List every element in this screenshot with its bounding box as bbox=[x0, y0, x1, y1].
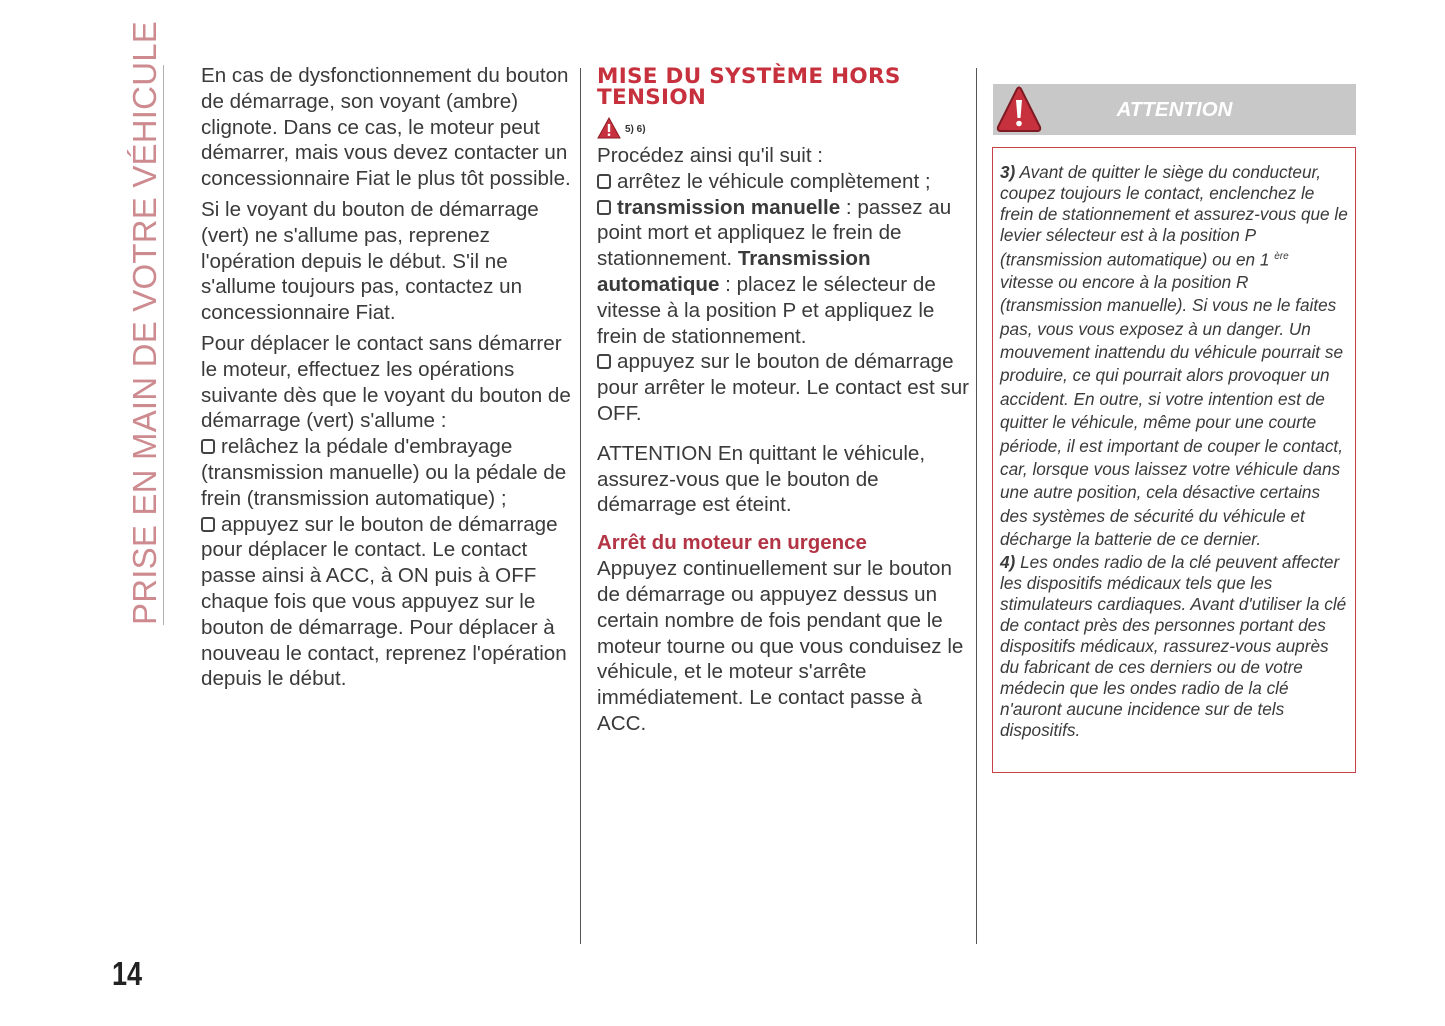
column-2 bbox=[597, 66, 969, 737]
list-item: appuyez sur le bouton de démarrage pour déplacer le contact. Le contact passe ainsi à ACC, à ON puis à OFF chaque fois que vous appuyez sur le bouton de démarrage. Pour déplacer à nouveau le contact, reprenez l'opération depuis le début. bbox=[201, 512, 567, 691]
list-item: transmission manuelle : passez au point mort et appliquez le frein de stationnement. Transmission automatique : placez le sélecteur de vitesse à la position P et appliquez le frein de stationnement. bbox=[597, 195, 952, 348]
list-item: relâchez la pédale d'embrayage (transmission manuelle) ou la pédale de frein (transmission automatique) ; bbox=[201, 435, 567, 510]
checkbox-bullet-icon bbox=[201, 517, 215, 532]
attention-note: ATTENTION En quittant le véhicule, assurez-vous que le bouton de démarrage est éteint. bbox=[597, 441, 926, 517]
checkbox-bullet-icon bbox=[597, 200, 611, 215]
attention-header bbox=[993, 84, 1356, 135]
checkbox-bullet-icon bbox=[597, 174, 611, 189]
column-divider-1 bbox=[580, 68, 581, 944]
page-number: 14 bbox=[112, 955, 143, 992]
warning-reference bbox=[597, 116, 969, 140]
paragraph-malfunction: En cas de dysfonctionnement du bouton de démarrage, son voyant (ambre) clignote. Dans ce cas, le moteur peut démarrer, mais vous devez contacter un concessionnaire Fiat le plus tôt possible. bbox=[201, 64, 571, 191]
note-number: 4) bbox=[1000, 551, 1016, 572]
note-4: 4) Les ondes radio de la clé peuvent affecter les dispositifs médicaux tels que les stimulateurs cardiaques. Avant d'utiliser la clé de contact près des personnes portant des dispositifs médicaux, rassurez-vous auprès du fabricant de ces derniers ou de votre médecin que les ondes radio de la clé n'auront aucune incidence sur de tels dispositifs. bbox=[1000, 551, 1347, 740]
warning-refs: 5) 6) bbox=[625, 124, 646, 136]
emergency-subheading: Arrêt du moteur en urgence bbox=[597, 531, 867, 555]
section-heading: MISE DU SYSTÈME HORS TENSION bbox=[597, 64, 901, 110]
attention-label: ATTENTION bbox=[1116, 98, 1233, 121]
attention-box bbox=[992, 147, 1356, 773]
list-item: arrêtez le véhicule complètement ; bbox=[597, 169, 969, 195]
checkbox-bullet-icon bbox=[597, 354, 611, 369]
paragraph-move-contact: Pour déplacer le contact sans démarrer le moteur, effectuez les opérations suivante dès que le voyant du bouton de démarrage (vert) s'allume : bbox=[201, 331, 571, 433]
column-divider-2 bbox=[976, 68, 977, 944]
intro-text: Procédez ainsi qu'il suit : bbox=[597, 144, 823, 167]
emergency-text: Appuyez continuellement sur le bouton de démarrage ou appuyez dessus un certain nombre de fois pendant que le moteur tourne ou que vous conduisez le véhicule, et le moteur s'arrête immédiatement. Le contact passe à ACC. bbox=[597, 557, 964, 735]
note-3: 3) Avant de quitter le siège du conducteur, coupez toujours le contact, enclenchez le frein de stationnement et assurez-vous que le levier sélecteur est à la position P (transmission automatique) ou en 1 $^{ère}$ vitesse ou encore à la position R (transmission manuelle). Si vous ne le faites pas, vous vous exposez à un danger. Un mouvement inattendu du véhicule pourrait se produire, ce qui pourrait alors provoquer un accident. En outre, si votre intention est de quitter le véhicule, même pour une courte période, il est important de couper le contact, car, lorsque vous laissez votre véhicule dans une autre position, cela désactive certains des systèmes de sécurité du véhicule et décharge la batterie de ce dernier. bbox=[1000, 162, 1348, 550]
checkbox-bullet-icon bbox=[201, 439, 215, 454]
sidebar-divider bbox=[163, 65, 164, 625]
section-title-vertical: PRISE EN MAIN DE VOTRE VÉHICULE bbox=[126, 21, 163, 625]
column-1 bbox=[201, 63, 571, 692]
warning-triangle-icon bbox=[597, 117, 621, 139]
list-item: appuyez sur le bouton de démarrage pour arrêter le moteur. Le contact est sur OFF. bbox=[597, 350, 970, 425]
paragraph-green-light: Si le voyant du bouton de démarrage (vert) ne s'allume pas, reprenez l'opération depuis le début. S'il ne s'allume toujours pas, contactez un concessionnaire Fiat. bbox=[201, 197, 539, 325]
note-number: 3) bbox=[1000, 162, 1016, 182]
